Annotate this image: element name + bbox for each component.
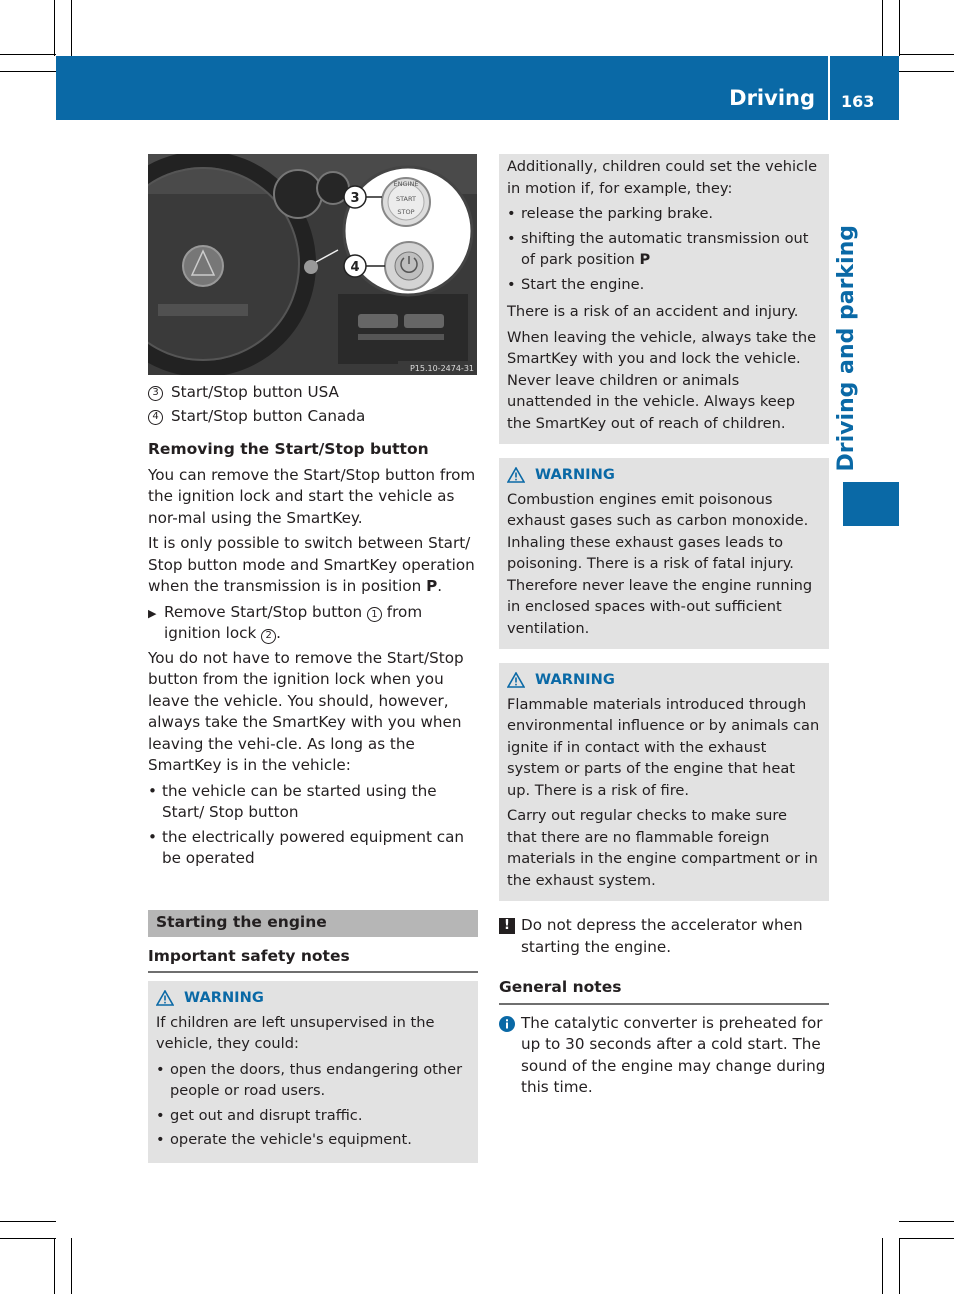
side-tab: [834, 225, 874, 472]
crop-mark: [54, 0, 55, 56]
paragraph: [148, 533, 478, 598]
paragraph: You can remove the Start/Stop button from the ignition lock and start the vehicle as nor-mal using the SmartKey.: [148, 465, 476, 527]
header-divider: [828, 56, 830, 120]
list-item-text: release the parking brake.: [521, 205, 714, 222]
safety-heading: Important safety notes: [148, 937, 478, 974]
warning-text: If children are left unsupervised in the vehicle, they could:: [156, 1013, 435, 1052]
step-text-part: .: [276, 624, 281, 642]
legend-text: Start/Stop button USA: [171, 383, 339, 402]
warning-title: [507, 464, 821, 486]
warning-title: [507, 669, 821, 691]
warning-text: Flammable materials introduced through environmental influence or by animals can ignite if in contact with the exhaust system or parts of the engine that heat up. There is a risk of fire.: [507, 695, 820, 799]
warning-box-continued: [499, 154, 829, 444]
button-label-start: START: [395, 195, 417, 203]
removing-heading: Removing the Start/Stop button: [148, 440, 429, 458]
list-item-text: operate the vehicle's equipment.: [170, 1131, 412, 1148]
list-item: [156, 1129, 470, 1151]
warning-title: [156, 987, 470, 1009]
left-column: [148, 154, 478, 1163]
bullet-icon: •: [156, 1106, 165, 1124]
crop-mark: [0, 54, 56, 55]
reference-number: 1: [367, 607, 382, 622]
right-column: [499, 154, 829, 1099]
page-header: [56, 56, 899, 120]
dashboard-illustration: [148, 154, 477, 375]
bullet-list: [148, 781, 478, 870]
info-note: [499, 1013, 829, 1099]
crop-mark: [71, 0, 72, 56]
step-text-part: Remove Start/Stop button: [164, 602, 367, 621]
crop-mark: [0, 1221, 56, 1222]
list-item-text: the vehicle can be started using the Start/ Stop button: [162, 781, 437, 821]
caution-text: Do not depress the accelerator when starting the engine.: [521, 916, 803, 956]
warning-triangle-icon: [507, 467, 525, 483]
step-text: [164, 602, 478, 645]
crop-mark: [899, 1238, 954, 1239]
warning-box: [148, 981, 478, 1163]
step-text-part: from ignition lock: [164, 602, 423, 642]
list-item: [156, 1059, 470, 1102]
list-item: [148, 827, 478, 870]
warning-box: [499, 663, 829, 901]
list-item: [156, 1105, 470, 1127]
page-number: 163: [841, 92, 875, 111]
legend-item: [148, 381, 478, 405]
bullet-icon: •: [507, 205, 516, 222]
crop-mark: [899, 54, 954, 55]
figure-legend: [148, 381, 478, 429]
bullet-icon: •: [507, 275, 516, 293]
warning-triangle-icon: [507, 672, 525, 688]
instruction-step: [148, 602, 478, 645]
list-item: [507, 274, 821, 296]
list-item: [507, 203, 821, 225]
bullet-icon: •: [507, 229, 516, 247]
warning-label: WARNING: [184, 989, 264, 1006]
warning-text: There is a risk of an accident and injury.: [507, 303, 799, 320]
crop-mark: [71, 1238, 72, 1294]
ignition-photo: [148, 154, 477, 375]
exclamation-icon: !: [499, 918, 515, 934]
legend-number: 4: [148, 410, 163, 425]
list-item-text: Start the engine.: [521, 275, 645, 293]
paragraph-text: It is only possible to switch between Start/ Stop button mode and SmartKey operation when the transmission is in position: [148, 534, 475, 595]
warning-text: Combustion engines emit poisonous exhaust gases such as carbon monoxide. Inhaling these exhaust gases leads to poisoning. There is a risk of fatal injury. Therefore never leave the engine running in enclosed spaces with-out sufficient ventilation.: [507, 490, 813, 637]
caution-note: [499, 915, 829, 958]
warning-label: WARNING: [535, 466, 615, 483]
crop-mark: [882, 0, 883, 56]
warning-text: Additionally, children could set the vehicle in motion if, for example, they:: [507, 158, 818, 197]
paragraph: You do not have to remove the Start/Stop button from the ignition lock when you leave the vehicle. You should, however, always take the SmartKey with you when leaving the vehi-cle. As long as the SmartKey is in the vehicle:: [148, 648, 464, 774]
bullet-list: [156, 1059, 470, 1151]
crop-mark: [899, 1238, 900, 1294]
section-title: Starting the engine: [148, 910, 478, 937]
crop-mark: [899, 71, 954, 72]
list-item-text: get out and disrupt traffic.: [170, 1106, 363, 1124]
info-text: The catalytic converter is preheated for up to 30 seconds after a cold start. The sound of the engine may change during this time.: [521, 1013, 826, 1096]
step-arrow-icon: ▶: [148, 606, 157, 620]
position-p: P: [426, 577, 438, 595]
list-item-text: open the doors, thus endangering other people or road users.: [170, 1060, 463, 1099]
bullet-icon: •: [148, 781, 157, 800]
crop-mark: [0, 71, 56, 72]
info-icon: [499, 1016, 515, 1032]
reference-number: 2: [261, 629, 276, 644]
warning-triangle-icon: [156, 990, 174, 1006]
list-item-text: the electrically powered equipment can be operated: [162, 827, 465, 867]
side-tab-label: Driving and parking: [834, 225, 859, 472]
button-label-stop: STOP: [397, 208, 415, 216]
crop-mark: [899, 0, 900, 56]
crop-mark: [882, 1238, 883, 1294]
side-tab-marker: [843, 482, 899, 526]
list-item-text-part: shifting the automatic transmission out of park position: [521, 229, 809, 268]
bullet-list: [507, 203, 821, 295]
callout-4: 4: [350, 260, 360, 275]
legend-number: 3: [148, 386, 163, 401]
button-label-engine: ENGINE: [393, 180, 419, 188]
crop-mark: [54, 1238, 55, 1294]
warning-text: Carry out regular checks to make sure that there are no flammable foreign materials in the engine compartment or in the exhaust system.: [507, 807, 818, 889]
bullet-icon: •: [156, 1131, 165, 1148]
bullet-icon: •: [148, 827, 157, 846]
bullet-icon: •: [156, 1060, 165, 1078]
crop-mark: [0, 1238, 56, 1239]
paragraph-text: .: [437, 577, 443, 595]
callout-3: 3: [350, 191, 360, 206]
figure-code: P15.10-2474-31: [409, 364, 474, 373]
warning-label: WARNING: [535, 671, 615, 688]
position-p: P: [639, 251, 651, 268]
chapter-title: Driving: [729, 86, 815, 110]
crop-mark: [899, 1221, 954, 1222]
legend-item: [148, 405, 478, 429]
list-item: [148, 781, 478, 824]
general-notes-heading: General notes: [499, 968, 829, 1005]
warning-text: When leaving the vehicle, always take the SmartKey with you and lock the vehicle. Never leave children or animals unattended in the vehicle. Always keep the SmartKey out of reach of children.: [507, 328, 817, 432]
list-item: [507, 228, 821, 271]
warning-box: [499, 458, 829, 649]
legend-text: Start/Stop button Canada: [171, 407, 366, 426]
list-item-text: [521, 228, 821, 271]
